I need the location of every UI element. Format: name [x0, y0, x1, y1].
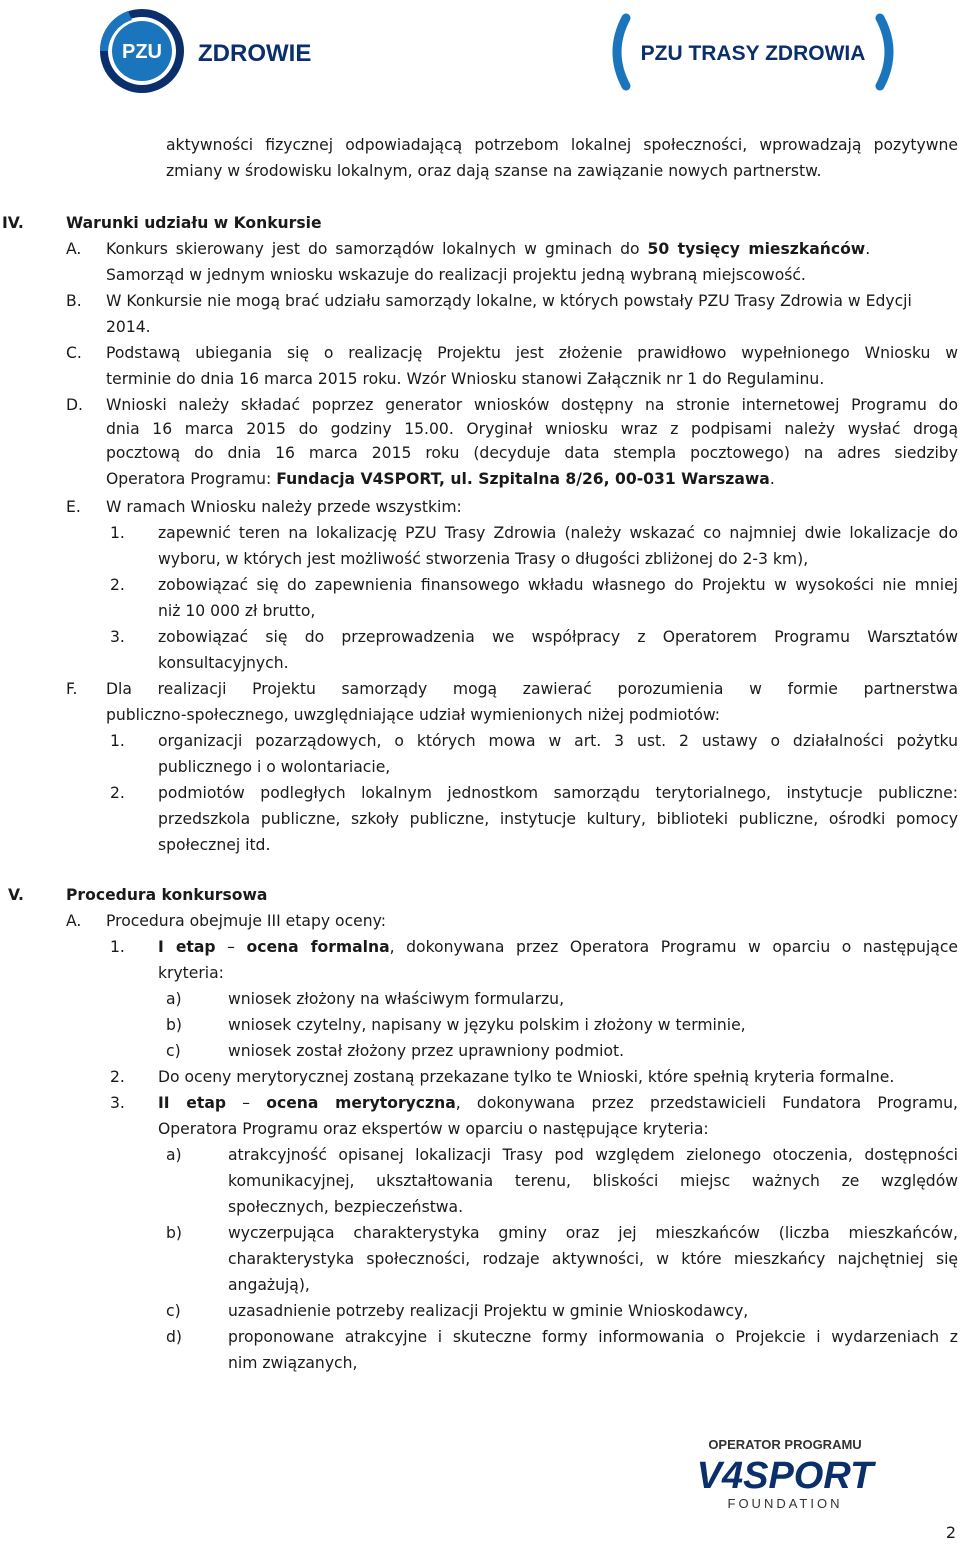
- stage-1-sub-c-text: wniosek został złożony przez uprawniony podmiot.: [228, 1042, 625, 1060]
- item-f-line-1: Dla realizacji Projektu samorządy mogą zawierać porozumienia w formie partnerstwa: [106, 680, 958, 698]
- item-c-letter: C.: [66, 344, 82, 362]
- stage-1-num: 1.: [110, 938, 125, 956]
- e-item-3-num: 3.: [110, 628, 125, 646]
- item-d-line-4: Operatora Programu: Fundacja V4SPORT, ul. Szpitalna 8/26, 00-031 Warszawa.: [106, 470, 775, 488]
- stage-2-text: Do oceny merytorycznej zostaną przekazane tylko te Wnioski, które spełnią kryteria formalne.: [158, 1068, 895, 1086]
- f-item-2-line-2: przedszkola publiczne, szkoły publiczne, instytucje kultury, biblioteki publiczne, ośrodki pomocy: [158, 810, 958, 828]
- e-item-3-line-1: zobowiązać się do przeprowadzenia we współpracy z Operatorem Programu Warsztatów: [158, 628, 958, 646]
- pzu-trasy-zdrowia-logo: [608, 14, 898, 90]
- stage-3-sub-b-line-3: angażują),: [228, 1276, 310, 1294]
- item-a-line-1: Konkurs skierowany jest do samorządów lokalnych w gminach do 50 tysięcy mieszkańców.: [106, 240, 871, 258]
- e-item-1-line-1: zapewnić teren na lokalizację PZU Trasy Zdrowia (należy wskazać co najmniej dwie lokalizacje do: [158, 524, 958, 542]
- stage-1-sub-b-letter: b): [166, 1016, 182, 1034]
- svg-text:PZU: PZU: [122, 41, 162, 63]
- stage-3-sub-d-letter: d): [166, 1328, 182, 1346]
- f-item-1-line-1: organizacji pozarządowych, o których mowa w art. 3 ust. 2 ustawy o działalności pożytku: [158, 732, 958, 750]
- stage-1-sub-a-text: wniosek złożony na właściwym formularzu,: [228, 990, 565, 1008]
- f-item-2-line-1: podmiotów podległych lokalnym jednostkom samorządu terytorialnego, instytucje publiczne:: [158, 784, 958, 802]
- section-iv-title: Warunki udziału w Konkursie: [66, 214, 322, 232]
- e-item-1-line-2: wyboru, w których jest możliwość stworzenia Trasy o długości zbliżonej do 2-3 km),: [158, 550, 809, 568]
- section-v-title: Procedura konkursowa: [66, 886, 268, 904]
- stage-3-sub-a-line-1: atrakcyjność opisanej lokalizacji Trasy pod względem zielonego otoczenia, dostępności: [228, 1146, 958, 1164]
- item-f-line-2: publiczno-społecznego, uwzględniające udział wymienionych niżej podmiotów:: [106, 706, 721, 724]
- item-e-intro: W ramach Wniosku należy przede wszystkim:: [106, 498, 462, 516]
- stage-1-line-2: kryteria:: [158, 964, 224, 982]
- item-a-line-2: Samorząd w jednym wniosku wskazuje do realizacji projektu jedną wybraną miejscowość.: [106, 266, 806, 284]
- stage-3-sub-d-line-1: proponowane atrakcyjne i skuteczne formy informowania o Projekcie i wydarzeniach z: [228, 1328, 958, 1346]
- item-b-letter: B.: [66, 292, 82, 310]
- stage-3-sub-a-line-2: komunikacyjnej, ukształtowania terenu, bliskości miejsc ważnych ze względów: [228, 1172, 958, 1190]
- stage-1-sub-a-letter: a): [166, 990, 182, 1008]
- stage-3-num: 3.: [110, 1094, 125, 1112]
- e-item-2-line-1: zobowiązać się do zapewnienia finansowego wkładu własnego do Projektu w wysokości nie mniej: [158, 576, 958, 594]
- stage-3-line-1: II etap – ocena merytoryczna, dokonywana przez przedstawicieli Fundatora Programu,: [158, 1094, 959, 1112]
- svg-text:ZDROWIE: ZDROWIE: [198, 40, 312, 67]
- stage-2-num: 2.: [110, 1068, 125, 1086]
- stage-3-sub-b-line-1: wyczerpująca charakterystyka gminy oraz jej mieszkańców (liczba mieszkańców,: [228, 1224, 958, 1242]
- item-a-letter: A.: [66, 240, 82, 258]
- intro-line-1: aktywności fizycznej odpowiadającą potrzebom lokalnej społeczności, wprowadzają pozytywne: [166, 136, 958, 154]
- e-item-3-line-2: konsultacyjnych.: [158, 654, 289, 672]
- v4sport-operator-logo: [680, 1436, 890, 1516]
- pzu-zdrowie-logo: [98, 6, 312, 96]
- item-b-line-1: W Konkursie nie mogą brać udziału samorządy lokalne, w których powstały PZU Trasy Zdrowia w Edycji: [106, 292, 912, 310]
- intro-line-2: zmiany w środowisku lokalnym, oraz dają szanse na zawiązanie nowych partnerstw.: [166, 162, 822, 180]
- v-item-a-letter: A.: [66, 912, 82, 930]
- f-item-2-num: 2.: [110, 784, 125, 802]
- item-d-line-2: dnia 16 marca 2015 do godziny 15.00. Oryginał wniosku wraz z podpisami należy wysłać drogą: [106, 420, 958, 438]
- item-d-letter: D.: [66, 396, 83, 414]
- stage-3-sub-b-letter: b): [166, 1224, 182, 1242]
- f-item-2-line-3: społecznej itd.: [158, 836, 271, 854]
- stage-3-sub-c-line-1: uzasadnienie potrzeby realizacji Projektu w gminie Wnioskodawcy,: [228, 1302, 749, 1320]
- item-e-letter: E.: [66, 498, 81, 516]
- pzu-shield-icon: [98, 6, 312, 96]
- stage-1-line-1: I etap – ocena formalna, dokonywana przez Operatora Programu w oparciu o następujące: [158, 938, 958, 956]
- f-item-1-line-2: publicznego i o wolontariacie,: [158, 758, 391, 776]
- v-item-a-intro: Procedura obejmuje III etapy oceny:: [106, 912, 386, 930]
- e-item-2-line-2: niż 10 000 zł brutto,: [158, 602, 316, 620]
- svg-text:OPERATOR PROGRAMU: OPERATOR PROGRAMU: [708, 1437, 862, 1452]
- item-c-line-1: Podstawą ubiegania się o realizację Projektu jest złożenie prawidłowo wypełnionego Wniosku w: [106, 344, 958, 362]
- stage-3-line-2: Operatora Programu oraz ekspertów w oparciu o następujące kryteria:: [158, 1120, 709, 1138]
- stage-1-sub-c-letter: c): [166, 1042, 181, 1060]
- section-iv-number: IV.: [2, 214, 24, 232]
- e-item-2-num: 2.: [110, 576, 125, 594]
- item-d-line-3: pocztową do dnia 16 marca 2015 roku (decyduje data stempla pocztowego) na adres siedziby: [106, 444, 958, 462]
- svg-text:FOUNDATION: FOUNDATION: [727, 1496, 843, 1511]
- e-item-1-num: 1.: [110, 524, 125, 542]
- stage-3-sub-a-letter: a): [166, 1146, 182, 1164]
- svg-text:PZU TRASY ZDROWIA: PZU TRASY ZDROWIA: [640, 42, 866, 65]
- stage-3-sub-b-line-2: charakterystyka społeczności, rodzaje aktywności, w które mieszkańcy najchętniej się: [228, 1250, 958, 1268]
- stage-1-sub-b-text: wniosek czytelny, napisany w języku polskim i złożony w terminie,: [228, 1016, 746, 1034]
- page-number: 2: [945, 1523, 956, 1542]
- stage-3-sub-a-line-3: społecznych, bezpieczeństwa.: [228, 1198, 464, 1216]
- stage-3-sub-c-letter: c): [166, 1302, 181, 1320]
- page-header: [0, 0, 960, 100]
- svg-text:V4SPORT: V4SPORT: [696, 1455, 874, 1497]
- f-item-1-num: 1.: [110, 732, 125, 750]
- section-v-number: V.: [8, 886, 24, 904]
- item-d-line-1: Wnioski należy składać poprzez generator wniosków dostępny na stronie internetowej Programu do: [106, 396, 958, 414]
- stage-3-sub-d-line-2: nim związanych,: [228, 1354, 358, 1372]
- item-b-line-2: 2014.: [106, 318, 151, 336]
- item-f-letter: F.: [66, 680, 78, 698]
- item-c-line-2: terminie do dnia 16 marca 2015 roku. Wzór Wniosku stanowi Załącznik nr 1 do Regulaminu.: [106, 370, 825, 388]
